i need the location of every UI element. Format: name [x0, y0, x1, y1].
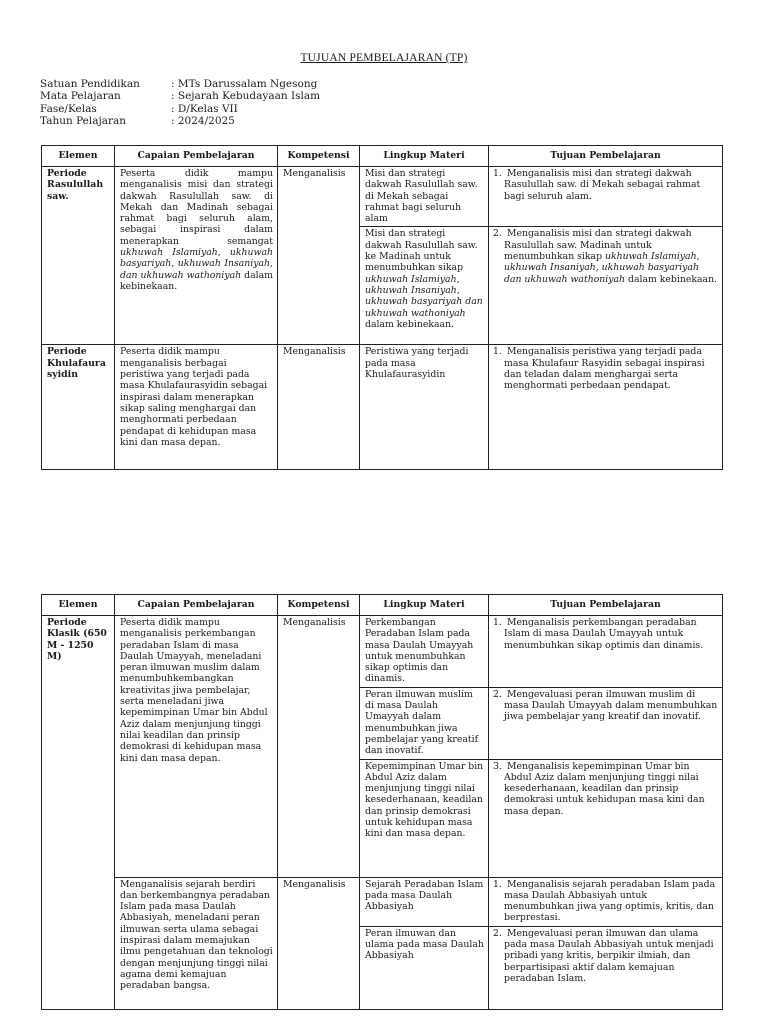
tujuan-text: Menganalisis peristiwa yang terjadi pada masa Khulafaur Rasyidin sebagai inspirasi dan teladan dalam menghargai serta menghormati perbedaan pendapat.	[504, 346, 705, 392]
lingkup-text: dalam kebinekaan.	[365, 318, 454, 330]
tujuan-text: Menganalisis sejarah peradaban Islam pada masa Daulah Abbasiyah untuk menumbuhkan jiwa yang optimis, kritis, dan berprestasi.	[504, 878, 716, 924]
item-number: 1.	[493, 878, 502, 890]
meta-row-fase	[40, 103, 320, 115]
capaian-cell: Menganalisis sejarah berdiri dan berkembangnya peradaban Islam pada masa Daulah Abbasiyah, meneladani peran ilmuwan serta ulama sebagai inspirasi dalam memajukan ilmu pengetahuan dan teknologi dengan menjunjung tinggi nilai agama demi kemajuan peradaban bangsa.	[115, 877, 278, 1009]
lingkup-italic: ukhuwah Islamiyah, ukhuwah Insaniyah, ukhuwah basyariyah dan ukhuwah wathoniyah	[365, 273, 483, 319]
kompetensi-cell: Menganalisis	[278, 345, 360, 470]
item-number: 2.	[493, 927, 502, 939]
tujuan-cell	[489, 687, 723, 759]
table-row	[42, 877, 723, 926]
capaian-cell: Peserta didik mampu menganalisis berbagai peristiwa yang terjadi pada masa Khulafaurasyidin sebagai inspirasi dalam menerapkan sikap saling menghargai dan menghormati perbedaan pendapat di kehidupan masa kini dan masa depan.	[115, 345, 278, 470]
tujuan-cell	[489, 759, 723, 877]
meta-value: : MTs Darussalam Ngesong	[171, 78, 318, 90]
header-kompetensi: Kompetensi	[278, 146, 360, 167]
meta-row-tahun	[40, 115, 320, 127]
item-number: 1.	[493, 168, 502, 179]
item-number: 1.	[493, 346, 502, 358]
meta-value: : Sejarah Kebudayaan Islam	[171, 90, 321, 103]
lingkup-cell: Sejarah Peradaban Islam pada masa Daulah Abbasiyah	[360, 877, 489, 926]
tujuan-text: Menganalisis misi dan strategi dakwah Rasulullah saw. di Mekah sebagai rahmat bagi seluruh alam.	[504, 168, 701, 202]
header-capaian: Capaian Pembelajaran	[115, 595, 278, 616]
tp-table-1	[41, 145, 723, 470]
meta-label: Satuan Pendidikan	[40, 78, 140, 90]
tujuan-italic: ukhuwah Islamiyah, ukhuwah Insaniyah, ukhuwah basyariyah dan ukhuwah wathoniyah	[504, 251, 700, 285]
kompetensi-cell: Menganalisis	[278, 616, 360, 878]
tujuan-text: Mengevaluasi peran ilmuwan muslim di masa Daulah Umayyah dalam menumbuhkan jiwa pembelajar yang kreatif dan inovatif.	[504, 688, 718, 723]
tujuan-text: Menganalisis misi dan strategi dakwah Rasulullah saw. Madinah untuk menumbuhkan sikap	[504, 228, 692, 263]
capaian-cell: Peserta didik mampu menganalisis perkembangan peradaban Islam di masa Daulah Umayyah, meneladani peran ilmuwan muslim dalam menumbuhkembangkan kreativitas jiwa pembelajar, serta meneladani jiwa kepemimpinan Umar bin Abdul Aziz dalam menjunjung tinggi nilai keadilan dan prinsip demokrasi di kehidupan masa kini dan masa depan.	[115, 616, 278, 878]
elemen-cell: Periode Rasulullah saw.	[42, 167, 115, 345]
tp-table-2	[41, 594, 723, 1010]
tujuan-cell	[489, 227, 723, 345]
item-number: 2.	[493, 688, 502, 700]
table-header-row	[42, 595, 723, 616]
lingkup-text: Misi dan strategi dakwah Rasulullah saw. ke Madinah untuk menumbuhkan sikap	[365, 228, 478, 274]
tujuan-cell	[489, 345, 723, 470]
tujuan-cell	[489, 926, 723, 1009]
item-number: 3.	[493, 760, 502, 772]
document-meta	[40, 78, 320, 128]
meta-row-mapel	[40, 90, 320, 102]
tujuan-cell	[489, 616, 723, 688]
table-row	[42, 616, 723, 688]
meta-label: Mata Pelajaran	[40, 90, 121, 103]
tujuan-text: Menganalisis kepemimpinan Umar bin Abdul Aziz dalam menjunjung tinggi nilai kesederhanaan, keadilan dan prinsip demokrasi untuk kehidupan masa kini dan masa depan.	[504, 760, 705, 817]
item-number: 1.	[493, 617, 502, 628]
capaian-text: dalam kebinekaan.	[120, 269, 273, 292]
document-title: TUJUAN PEMBELAJARAN (TP)	[300, 52, 468, 64]
table-row	[42, 345, 723, 470]
lingkup-cell: Perkembangan Peradaban Islam pada masa Daulah Umayyah untuk menumbuhkan sikap optimis dan dinamis.	[360, 616, 489, 688]
elemen-cell: Periode Khulafaura syidin	[42, 345, 115, 470]
tujuan-text: Menganalisis perkembangan peradaban Islam di masa Daulah Umayyah untuk menumbuhkan sikap optimis dan dinamis.	[504, 617, 704, 651]
tujuan-cell	[489, 167, 723, 227]
header-tujuan: Tujuan Pembelajaran	[489, 146, 723, 167]
table-header-row	[42, 146, 723, 167]
meta-label: Tahun Pelajaran	[40, 115, 127, 128]
table-row	[42, 167, 723, 227]
header-capaian: Capaian Pembelajaran	[115, 146, 278, 167]
elemen-cell: Periode Klasik (650 M - 1250 M)	[42, 616, 115, 1010]
lingkup-cell: Misi dan strategi dakwah Rasulullah saw. di Mekah sebagai rahmat bagi seluruh alam	[360, 167, 489, 227]
header-lingkup: Lingkup Materi	[360, 595, 489, 616]
tujuan-text: dalam kebinekaan.	[628, 273, 718, 285]
lingkup-cell: Peran ilmuwan muslim di masa Daulah Umayyah dalam menumbuhkan jiwa pembelajar yang kreatif dan inovatif.	[360, 687, 489, 759]
kompetensi-cell: Menganalisis	[278, 167, 360, 345]
header-lingkup: Lingkup Materi	[360, 146, 489, 167]
meta-label: Fase/Kelas	[40, 102, 97, 115]
tujuan-text: Mengevaluasi peran ilmuwan dan ulama pada masa Daulah Abbasiyah untuk menjadi pribadi yang kritis, berpikir ilmiah, dan berpartisipasi aktif dalam kemajuan peradaban Islam.	[504, 927, 714, 984]
header-elemen: Elemen	[42, 595, 115, 616]
capaian-cell	[115, 167, 278, 345]
item-number: 2.	[493, 228, 502, 240]
meta-row-satuan	[40, 78, 320, 90]
meta-value: : D/Kelas VII	[171, 102, 238, 115]
lingkup-cell	[360, 227, 489, 345]
capaian-text: Peserta didik mampu menganalisis misi dan strategi dakwah Rasulullah saw. di Mekah dan Madinah sebagai rahmat bagi seluruh alam, sebagai inspirasi dalam menerapkan semangat	[120, 168, 273, 247]
capaian-italic: ukhuwah Islamiyah, ukhuwah basyariyah, ukhuwah Insaniyah, dan ukhuwah wathoniyah	[120, 247, 273, 281]
header-elemen: Elemen	[42, 146, 115, 167]
lingkup-cell: Kepemimpinan Umar bin Abdul Aziz dalam menjunjung tinggi nilai kesederhanaan, keadilan dan prinsip demokrasi untuk kehidupan masa kini dan masa depan.	[360, 759, 489, 877]
header-tujuan: Tujuan Pembelajaran	[489, 595, 723, 616]
tujuan-cell	[489, 877, 723, 926]
kompetensi-cell: Menganalisis	[278, 877, 360, 1009]
lingkup-cell: Peran ilmuwan dan ulama pada masa Daulah Abbasiyah	[360, 926, 489, 1009]
header-kompetensi: Kompetensi	[278, 595, 360, 616]
lingkup-cell: Peristiwa yang terjadi pada masa Khulafaurasyidin	[360, 345, 489, 470]
meta-value: : 2024/2025	[171, 115, 235, 128]
